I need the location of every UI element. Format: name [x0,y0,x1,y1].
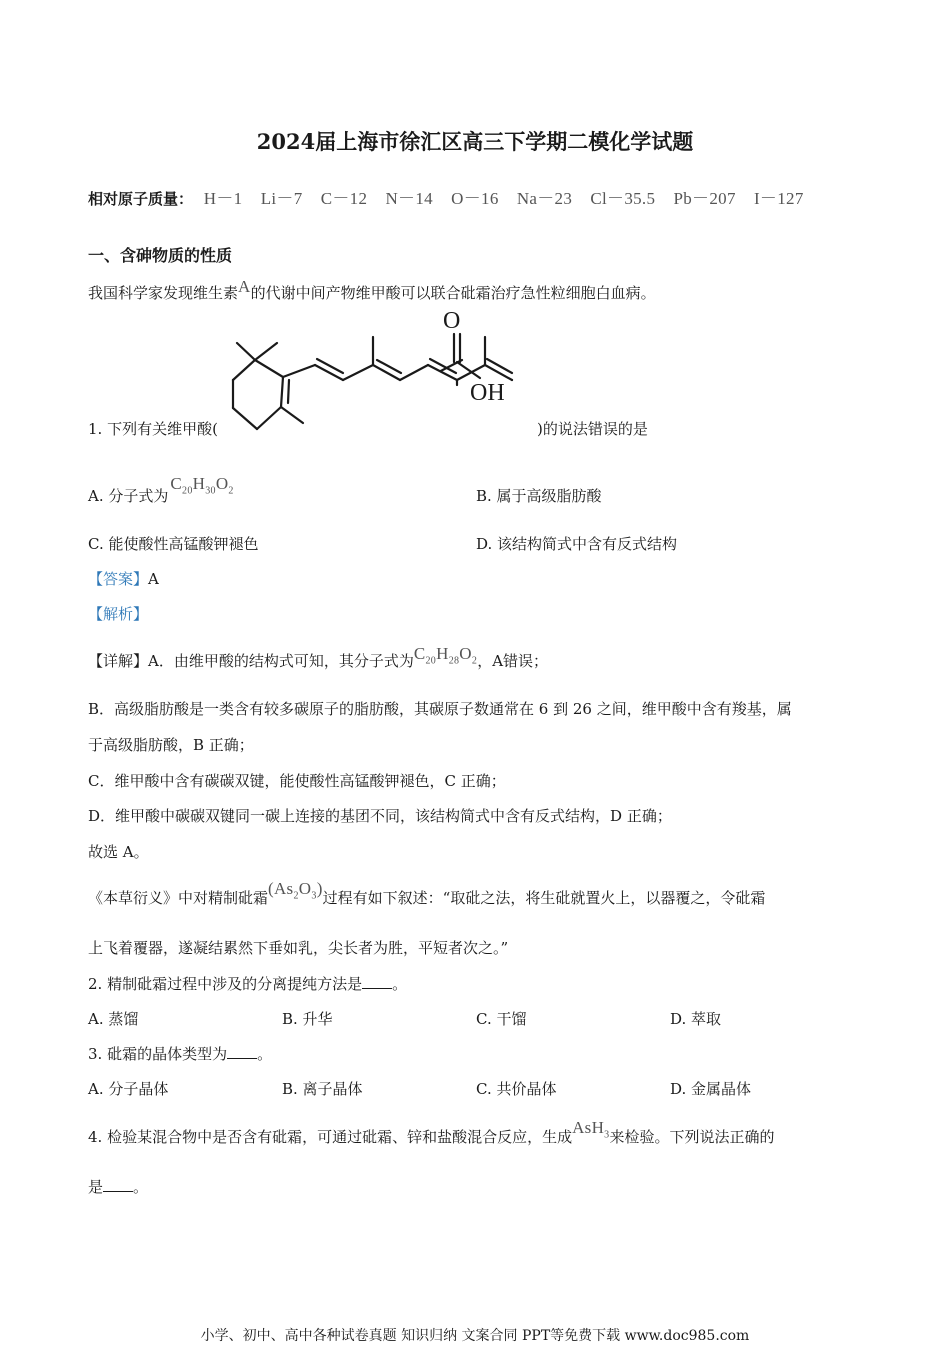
answer-blank [362,974,392,989]
answer-blank [103,1177,133,1192]
q3-stem: 3. 砒霜的晶体类型为 。 [88,1045,273,1063]
section-intro: 我国科学家发现维生素A的代谢中间产物维甲酸可以联合砒霜治疗急性粒细胞白血病。 [88,277,656,302]
vitamin-symbol: A [238,277,251,296]
q3-option-a: A. 分子晶体 [88,1080,169,1098]
q2-option-d: D. 萃取 [670,1010,722,1028]
q4-stem-line2: 是 。 [88,1178,149,1196]
mass-o: O－16 [451,189,499,208]
formula-ash3: AsH$_3$ [572,1118,610,1141]
page-title: 2024届上海市徐汇区高三下学期二模化学试题 [256,129,694,154]
q2-option-b: B. 升华 [282,1010,333,1028]
q1-answer [88,568,159,589]
formula-as2o3: $(As_2O_3)$ [268,879,323,902]
formula-c20h30o2: $C_{20}H_{30}O_2$ [170,474,234,497]
atomic-mass-values [204,189,804,208]
atomic-mass-line [88,184,804,209]
mass-cl: Cl－35.5 [590,189,656,208]
mass-pb: Pb－207 [673,189,736,208]
mass-li: Li－7 [260,189,303,208]
formula-c20h28o2: $C_{20}H_{28}O_2$ [413,644,478,667]
q1-option-c: C. 能使酸性高锰酸钾褪色 [88,535,259,553]
section-heading: 一、含砷物质的性质 [88,246,233,265]
mass-na: Na－23 [516,189,573,208]
q1-stem-start: 1. 下列有关维甲酸( [88,420,218,438]
page-footer: 小学、初中、高中各种试卷真题 知识归纳 文案合同 PPT等免费下载 www.doc985.com [200,1328,750,1344]
q2-option-a: A. 蒸馏 [88,1010,139,1028]
passage-line2: 上飞着覆器，遂凝结累然下垂如乳，尖长者为胜，平短者次之。” [88,939,509,957]
answer-label: 【答案】 [88,570,149,588]
q3-option-b: B. 离子晶体 [282,1080,363,1098]
carboxyl-group [440,300,530,410]
detail-b-line1: B．高级脂肪酸是一类含有较多碳原子的脂肪酸，其碳原子数通常在 6 到 26 之间，维甲酸中含有羧基，属 [88,700,792,718]
analysis-label: 【解析】 [88,605,149,623]
answer-value: A [148,570,159,588]
detail-c: C．维甲酸中含有碳碳双键，能使酸性高锰酸钾褪色，C 正确； [88,772,506,790]
q3-option-d: D. 金属晶体 [670,1080,752,1098]
detail-d: D．维甲酸中碳碳双键同一碳上连接的基团不同，该结构简式中含有反式结构，D 正确； [88,807,672,825]
q2-stem: 2. 精制砒霜过程中涉及的分离提纯方法是 。 [88,975,408,993]
hydroxyl-label: OH [470,380,505,406]
q1-stem-end: )的说法错误的是 [537,420,648,438]
q1-option-b: B. 属于高级脂肪酸 [476,487,602,505]
detail-label: 【详解】 [88,652,149,670]
mass-n: N－14 [385,189,433,208]
mass-i: I－127 [753,189,804,208]
q1-option-a: A. 分子式为$C_{20}H_{30}O_2$ [88,474,234,505]
q4-stem-line1: 4. 检验某混合物中是否含有砒霜，可通过砒霜、锌和盐酸混合反应，生成AsH$_3$来检验。下列说法正确的 [88,1118,775,1146]
detail-b-line2: 于高级脂肪酸，B 正确； [88,736,254,754]
q1-option-d: D. 该结构简式中含有反式结构 [476,535,678,553]
mass-h: H－1 [203,189,243,208]
oxygen-label: O [443,308,461,334]
q3-option-c: C. 共价晶体 [476,1080,557,1098]
mass-c: C－12 [320,189,368,208]
answer-blank [227,1044,257,1059]
detail-a: 【详解】A．由维甲酸的结构式可知，其分子式为$C_{20}H_{28}O_2$，A错误； [88,644,549,670]
passage-line1: 《本草衍义》中对精制砒霜$(As_2O_3)$过程有如下叙述：“取砒之法，将生砒就置火上，以器覆之，令砒霜 [88,879,766,907]
q2-option-c: C. 干馏 [476,1010,527,1028]
atomic-mass-label: 相对原子质量： [88,190,194,208]
detail-conclusion: 故选 A。 [88,843,149,861]
